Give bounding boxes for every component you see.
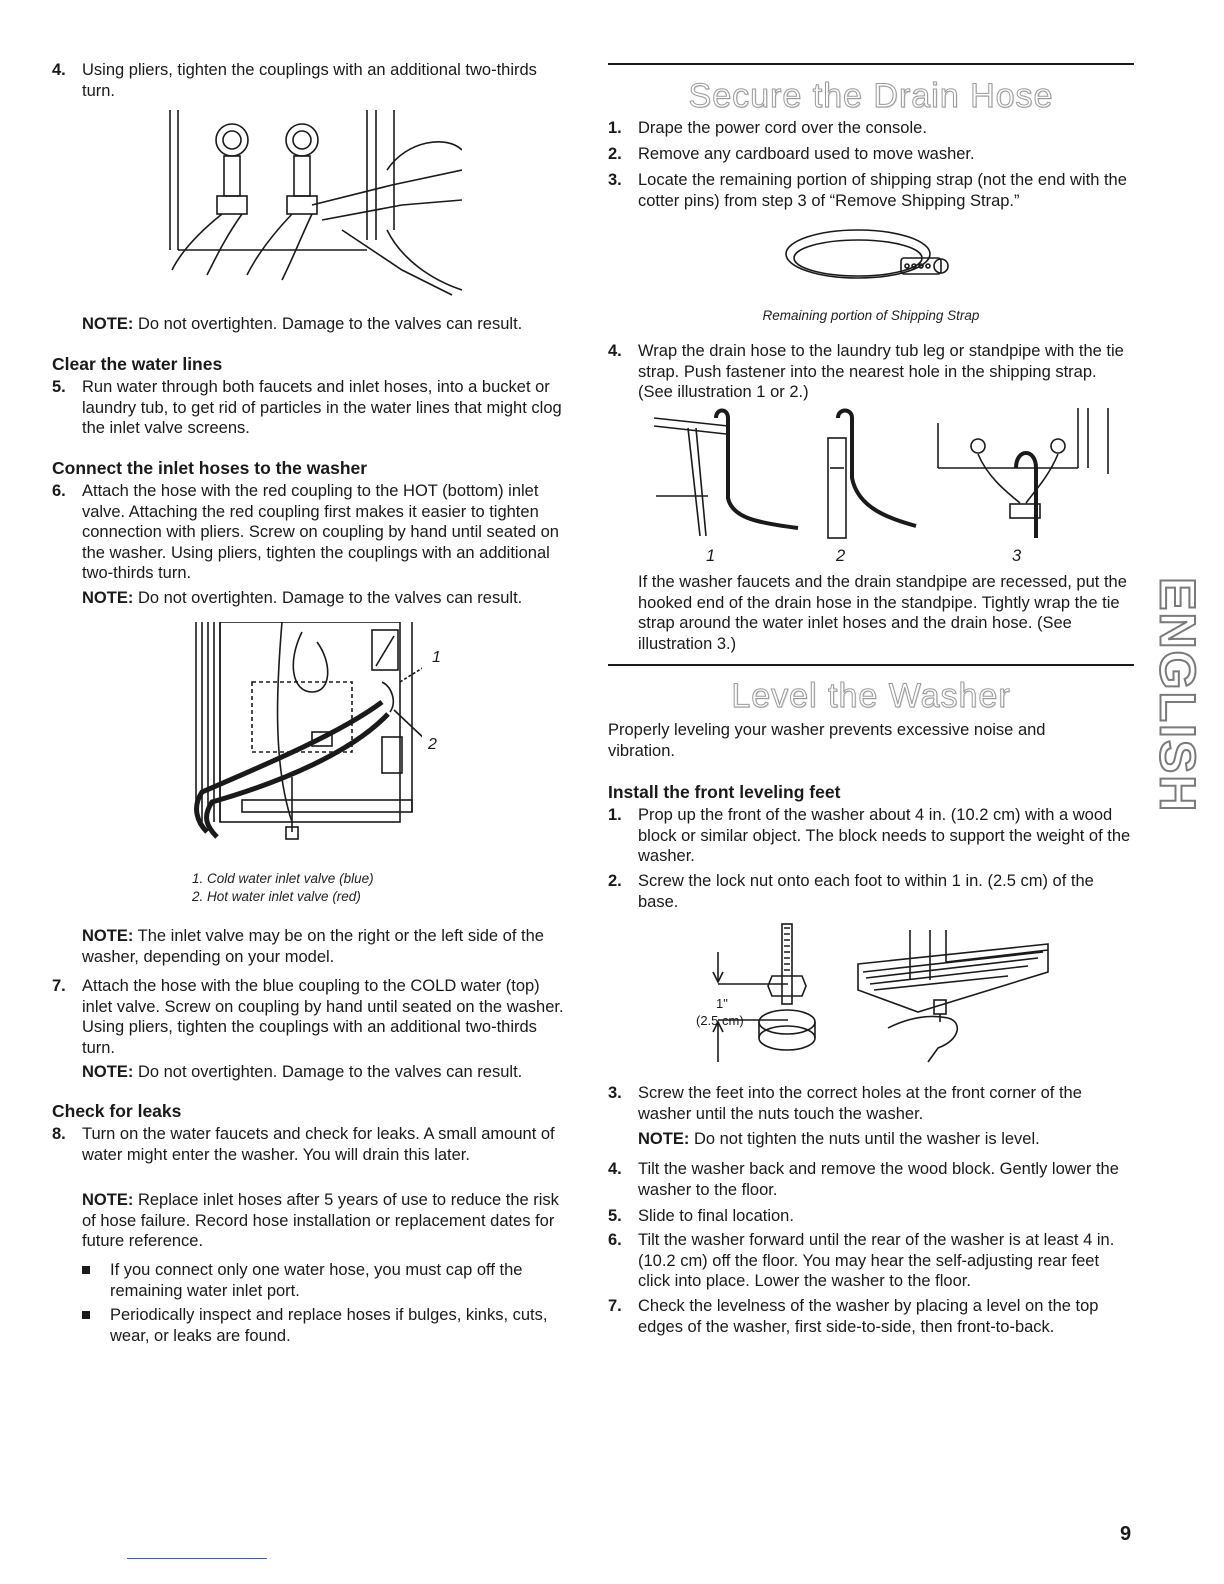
bullet-square-icon [82, 1311, 90, 1319]
valve-callout-1: 1 [432, 649, 441, 666]
foot-measure-inches: 1" [716, 996, 728, 1011]
step-number: 6. [52, 482, 66, 500]
step-7 [52, 976, 570, 1058]
note-label: NOTE: [638, 1130, 690, 1148]
shipping-strap-illustration [783, 224, 953, 294]
drain-step-4 [608, 341, 1134, 403]
section-divider [608, 664, 1134, 666]
language-side-tab [1148, 560, 1206, 830]
footer-line [127, 1558, 267, 1559]
note-text: Replace inlet hoses after 5 years of use to reduce the risk of hose failure. Record hose installation or replacement dates for future reference. [82, 1191, 559, 1250]
install-leveling-feet-heading: Install the front leveling feet [608, 782, 841, 802]
inlet-valve-illustration [192, 622, 422, 842]
step-text: Screw the lock nut onto each foot to within 1 in. (2.5 cm) of the base. [638, 872, 1094, 911]
step-number: 4. [608, 1160, 622, 1178]
step-8 [52, 1124, 570, 1165]
drain-step-1 [608, 118, 1134, 139]
note-text: Do not tighten the nuts until the washer is level. [693, 1130, 1040, 1148]
bullet-item [82, 1260, 570, 1301]
step-number: 4. [52, 61, 66, 79]
section-divider [608, 63, 1134, 65]
step-text: Locate the remaining portion of shipping strap (not the end with the cotter pins) from step 3 of “Remove Shipping Strap.” [638, 171, 1127, 210]
level-washer-title: Level the Washer [731, 677, 1011, 715]
step-text: Turn on the water faucets and check for leaks. A small amount of water might enter the washer. You will drain this later. [82, 1125, 555, 1164]
note-label: NOTE: [82, 1063, 134, 1081]
pliers-faucet-illustration [162, 110, 462, 300]
step-number: 8. [52, 1125, 66, 1143]
step-number: 2. [608, 145, 622, 163]
step-6 [52, 481, 570, 584]
strap-caption: Remaining portion of Shipping Strap [762, 308, 980, 323]
step-number: 3. [608, 171, 622, 189]
drain-step-2 [608, 144, 1134, 165]
level-intro: Properly leveling your washer prevents excessive noise and vibration. [608, 721, 1046, 760]
step-number: 3. [608, 1084, 622, 1102]
step-text: Prop up the front of the washer about 4 in. (10.2 cm) with a wood block or similar object. The block needs to support the weight of the washer. [638, 806, 1131, 865]
language-tab-label: ENGLISH [1149, 576, 1206, 814]
note-label: NOTE: [82, 315, 134, 333]
step-text: Wrap the drain hose to the laundry tub leg or standpipe with the tie strap. Push fastener into the nearest hole in the shipping strap. (See illustration 1 or 2.) [638, 342, 1124, 401]
step-text: Attach the hose with the red coupling to the HOT (bottom) inlet valve. Attaching the red coupling first makes it easier to tighten connection with pliers. Screw on coupling by hand until seated on the washer. Using pliers, tighten the couplings with an additional two-thirds turn. [82, 482, 559, 582]
illustration-label-3: 3 [1012, 547, 1022, 565]
secure-drain-hose-title: Secure the Drain Hose [688, 77, 1054, 115]
bullet-text: If you connect only one water hose, you must cap off the remaining water inlet port. [110, 1261, 523, 1300]
step-text: Slide to final location. [638, 1207, 794, 1225]
valve-callout-2: 2 [428, 736, 437, 753]
step-number: 6. [608, 1231, 622, 1249]
step-4 [52, 60, 570, 101]
bullet-item [82, 1305, 570, 1346]
page-number: 9 [1120, 1523, 1132, 1545]
valve-caption-1: 1. Cold water inlet valve (blue) [192, 871, 374, 886]
note-label: NOTE: [82, 1191, 134, 1209]
step-text: Attach the hose with the blue coupling to the COLD water (top) inlet valve. Screw on coupling by hand until seated on the washer. Using pliers, tighten the couplings with an additional two-thirds turn. [82, 977, 564, 1057]
level-step-2 [608, 871, 1134, 912]
note-5 [82, 1190, 570, 1252]
recessed-instructions: If the washer faucets and the drain standpipe are recessed, put the hooked end of the drain hose in the standpipe. Tightly wrap the tie strap around the water inlet hoses and the drain hose. (See illustration 3.) [638, 573, 1127, 653]
step-number: 7. [52, 977, 66, 995]
foot-measure-cm: (2.5 cm) [696, 1013, 744, 1028]
step-number: 2. [608, 872, 622, 890]
bullet-text: Periodically inspect and replace hoses if bulges, kinks, cuts, wear, or leaks are found. [110, 1306, 548, 1345]
bullet-square-icon [82, 1266, 90, 1274]
step-text: Check the levelness of the washer by placing a level on the top edges of the washer, first side-to-side, then front-to-back. [638, 1297, 1099, 1336]
step-number: 1. [608, 119, 622, 137]
check-for-leaks-heading: Check for leaks [52, 1101, 182, 1121]
note-label: NOTE: [82, 927, 134, 945]
step-5 [52, 377, 570, 439]
valve-caption-2: 2. Hot water inlet valve (red) [192, 889, 361, 904]
illustration-label-1: 1 [706, 547, 716, 565]
step-number: 5. [608, 1207, 622, 1225]
note-2 [82, 588, 570, 609]
drain-hose-illustrations [648, 408, 1128, 543]
step-number: 1. [608, 806, 622, 824]
level-step-3 [608, 1083, 1134, 1124]
note-text: Do not overtighten. Damage to the valves can result. [137, 1063, 523, 1081]
step-text: Tilt the washer back and remove the wood block. Gently lower the washer to the floor. [638, 1160, 1119, 1199]
level-step-5 [608, 1206, 1134, 1227]
level-step-4 [608, 1159, 1134, 1200]
drain-step-3 [608, 170, 1134, 211]
step-text: Run water through both faucets and inlet hoses, into a bucket or laundry tub, to get rid of particles in the water lines that might clog the inlet valve screens. [82, 378, 562, 437]
leveling-foot-illustration [698, 922, 1068, 1072]
step-text: Using pliers, tighten the couplings with an additional two-thirds turn. [82, 61, 537, 100]
step-text: Tilt the washer forward until the rear of the washer is at least 4 in. (10.2 cm) off the floor. You may hear the self-adjusting rear feet click into place. Lower the washer to the floor. [638, 1231, 1115, 1290]
note-text: Do not overtighten. Damage to the valves can result. [137, 315, 523, 333]
step-number: 4. [608, 342, 622, 360]
illustration-label-2: 2 [836, 547, 846, 565]
step-number: 5. [52, 378, 66, 396]
note-4 [82, 1062, 570, 1083]
step-text: Remove any cardboard used to move washer. [638, 145, 975, 163]
note-3 [82, 926, 570, 967]
step-number: 7. [608, 1297, 622, 1315]
level-step-7 [608, 1296, 1134, 1337]
note-level [638, 1129, 1134, 1150]
note-label: NOTE: [82, 589, 134, 607]
clear-water-lines-heading: Clear the water lines [52, 354, 223, 374]
note-text: The inlet valve may be on the right or the left side of the washer, depending on your model. [82, 927, 544, 966]
level-step-1 [608, 805, 1134, 867]
level-step-6 [608, 1230, 1134, 1292]
step-text: Screw the feet into the correct holes at the front corner of the washer until the nuts touch the washer. [638, 1084, 1082, 1123]
note-1 [82, 314, 570, 335]
step-text: Drape the power cord over the console. [638, 119, 927, 137]
connect-inlet-hoses-heading: Connect the inlet hoses to the washer [52, 458, 368, 478]
note-text: Do not overtighten. Damage to the valves can result. [137, 589, 523, 607]
